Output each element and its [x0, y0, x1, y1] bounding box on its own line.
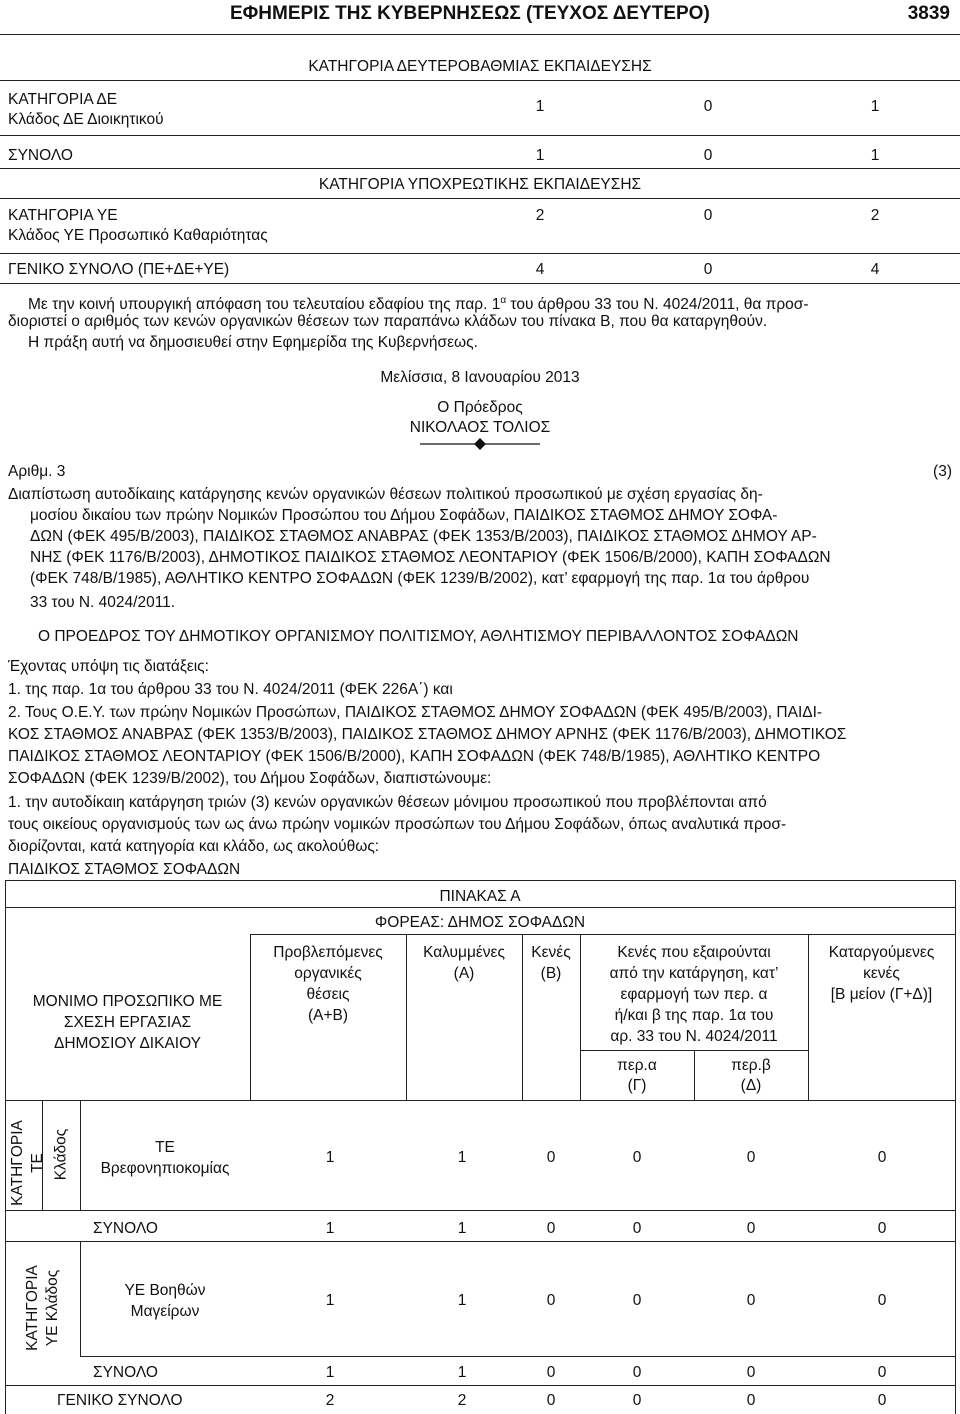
table-cell: 0 [746, 1220, 756, 1237]
cell-value: 1 [535, 147, 545, 164]
table-cell: 0 [546, 1220, 556, 1237]
header-line: εφαρμογή των περ. α [620, 986, 768, 1003]
table-cell: 0 [546, 1392, 556, 1409]
table-cell: 0 [546, 1292, 556, 1309]
table-cell: 1 [325, 1292, 335, 1309]
header-line: (Β) [540, 965, 562, 982]
finding-line: διορίζονται, κατά κατηγορία και κλάδο, ως ακολούθως: [8, 838, 380, 855]
cell-value: 1 [870, 147, 880, 164]
table-cell: 0 [877, 1364, 887, 1381]
decision-line-3: Η πράξη αυτή να δημοσιευθεί στην Εφημερίδα της Κυβερνήσεως. [28, 334, 478, 351]
finding-line: τους οικείους οργανισμούς των ως άνω πρώην νομικών προσώπων του Δήμου Σοφάδων, όπως αναλυτικά προσ- [8, 816, 787, 833]
subject-line: (ΦΕΚ 748/Β/1985), ΑΘΛΗΤΙΚΟ ΚΕΝΤΡΟ ΣΟΦΑΔΩΝ (ΦΕΚ 1239/Β/2002), κατ’ εφαρμογή της παρ. 1α του άρθρου [30, 570, 810, 587]
table-cell: 0 [746, 1392, 756, 1409]
subject-line: ΔΩΝ (ΦΕΚ 495/Β/2003), ΠΑΙΔΙΚΟΣ ΣΤΑΘΜΟΣ ΑΝΑΒΡΑΣ (ΦΕΚ 1353/Β/2003), ΠΑΙΔΙΚΟΣ ΣΤΑΘΜΟΣ ΔΗΜΟΥ ΑΡ- [30, 528, 817, 545]
header-line: (Δ) [740, 1077, 762, 1094]
place-date: Μελίσσια, 8 Ιανουαρίου 2013 [380, 369, 580, 386]
header-line: θέσεις [306, 986, 350, 1003]
subject-line: ΝΗΣ (ΦΕΚ 1176/Β/2003), ΔΗΜΟΤΙΚΟΣ ΠΑΙΔΙΚΟΣ ΣΤΑΘΜΟΣ ΛΕΟΝΤΑΡΙΟΥ (ΦΕΚ 1506/Β/2000), ΚΑΠΗ ΣΟΦΑΔΩΝ [30, 549, 831, 566]
secondary-category-heading: ΚΑΤΗΓΟΡΙΑ ΔΕΥΤΕΡΟΒΑΘΜΙΑΣ ΕΚΠΑΙΔΕΥΣΗΣ [308, 58, 652, 75]
cell-value: 0 [703, 98, 713, 115]
table-cell: 2 [325, 1392, 335, 1409]
grand-total-label: ΓΕΝΙΚΟ ΣΥΝΟΛΟ [57, 1392, 183, 1409]
cell-value: 4 [870, 261, 880, 278]
considering-heading: Έχοντας υπόψη τις διατάξεις: [8, 658, 209, 675]
issuing-authority: Ο ΠΡΟΕΔΡΟΣ ΤΟΥ ΔΗΜΟΤΙΚΟΥ ΟΡΓΑΝΙΣΜΟΥ ΠΟΛΙΤΙΣΜΟΥ, ΑΘΛΗΤΙΣΜΟΥ ΠΕΡΙΒΑΛΛΟΝΤΟΣ ΣΟΦΑΔΩΝ [38, 628, 799, 645]
filled-positions-header [406, 942, 522, 984]
table-cell: 0 [877, 1292, 887, 1309]
branch-ye-label: Κλάδος ΥΕ Προσωπικό Καθαριότητας [8, 227, 268, 244]
table-cell: 0 [632, 1364, 642, 1381]
decision-line-1 [28, 291, 809, 314]
header-line: Κενές [531, 944, 571, 961]
finding-line: 1. την αυτοδίκαιη κατάργηση τριών (3) κενών οργανικών θέσεων μόνιμου προσωπικού που προβλέπονται από [8, 794, 767, 811]
cell-value: 4 [535, 261, 545, 278]
sum-label: ΣΥΝΟΛΟ [93, 1220, 158, 1237]
vertical-label: ΚΑΤΗΓΟΡΙΑ [24, 1265, 41, 1351]
planned-positions-header [250, 942, 406, 1026]
branch-vertical: Κλάδος [52, 1128, 70, 1181]
header-rule [0, 34, 960, 35]
cell-value: 0 [703, 261, 713, 278]
header-line: κενές [863, 965, 900, 982]
decision-line-1b: του άρθρου 33 του Ν. 4024/2011, θα προσ- [506, 296, 809, 314]
vacant-positions-header [522, 942, 580, 984]
table-cell: 0 [877, 1149, 887, 1166]
grand-total-label: ΓΕΝΙΚΟ ΣΥΝΟΛΟ (ΠΕ+ΔΕ+ΥΕ) [8, 261, 230, 278]
table-cell: 0 [746, 1364, 756, 1381]
table-cell: 0 [746, 1149, 756, 1166]
name-line: ΤΕ [155, 1139, 175, 1156]
table-cell: 0 [632, 1292, 642, 1309]
table-cell: 0 [546, 1364, 556, 1381]
abolished-positions-header [808, 942, 955, 1005]
header-line: (Α) [453, 965, 475, 982]
decision-line-2: διοριστεί ο αριθμός των κενών οργανικών θέσεων των παραπάνω κλάδων του πίνακα Β, που θα καταργηθούν. [8, 313, 768, 330]
table-cell: 0 [877, 1392, 887, 1409]
branch-de-label: Κλάδος ΔΕ Διοικητικού [8, 111, 164, 128]
table-cell: 1 [325, 1364, 335, 1381]
provision-item-1: 1. της παρ. 1α του άρθρου 33 του Ν. 4024/2011 (ΦΕΚ 226Α΄) και [8, 681, 453, 698]
table-cell: 2 [457, 1392, 467, 1409]
provision-item-2: ΚΟΣ ΣΤΑΘΜΟΣ ΑΝΑΒΡΑΣ (ΦΕΚ 1353/Β/2003), ΠΑΙΔΙΚΟΣ ΣΤΑΘΜΟΣ ΔΗΜΟΥ ΑΡΝΗΣ (ΦΕΚ 1176/Β/2003), ΔΗΜΟΤΙΚΟΣ [8, 726, 847, 743]
header-line: ΔΗΜΟΣΙΟΥ ΔΙΚΑΙΟΥ [53, 1035, 201, 1052]
sub-b-header [694, 1056, 808, 1096]
decision-line-1a: Με την κοινή υπουργική απόφαση του τελευταίου εδαφίου της παρ. 1 [28, 296, 501, 314]
header-line: ή/και β της παρ. 1α του [614, 1007, 774, 1024]
excluded-positions-header [580, 942, 808, 1047]
header-line: Προβλεπόμενες [273, 944, 383, 961]
subject-line: Διαπίστωση αυτοδίκαιης κατάργησης κενών οργανικών θέσεων πολιτικού προσωπικού με σχέση εργασίας δη- [8, 486, 763, 503]
header-line: οργανικές [294, 965, 362, 982]
vertical-label: ΚΑΤΗΓΟΡΙΑ [9, 1120, 26, 1206]
document-number: Αριθμ. 3 [8, 463, 66, 480]
cell-value: 2 [535, 207, 545, 224]
name-line: Βρεφονηπιοκομίας [100, 1160, 230, 1177]
branch-ye-name [80, 1280, 250, 1322]
sub-a-header [580, 1056, 694, 1096]
table-body-name: ΦΟΡΕΑΣ: ΔΗΜΟΣ ΣΟΦΑΔΩΝ [374, 914, 586, 931]
entity-heading: ΠΑΙΔΙΚΟΣ ΣΤΑΘΜΟΣ ΣΟΦΑΔΩΝ [8, 861, 241, 878]
category-ye-vertical [23, 1253, 63, 1363]
category-ye-label: ΚΑΤΗΓΟΡΙΑ ΥΕ [8, 207, 118, 224]
staff-type-header [5, 991, 250, 1054]
branch-te-name [80, 1137, 250, 1179]
table-cell: 1 [457, 1364, 467, 1381]
header-line: περ.α [617, 1057, 657, 1074]
sum-label: ΣΥΝΟΛΟ [8, 147, 73, 164]
provision-item-2: 2. Τους Ο.Ε.Υ. των πρώην Νομικών Προσώπων, ΠΑΙΔΙΚΟΣ ΣΤΑΘΜΟΣ ΔΗΜΟΥ ΣΟΦΑΔΩΝ (ΦΕΚ 495/Β/2003), ΠΑΙΔΙ- [8, 704, 823, 721]
table-title: ΠΙΝΑΚΑΣ Α [439, 888, 521, 905]
table-cell: 0 [632, 1392, 642, 1409]
cell-value: 1 [535, 98, 545, 115]
table-cell: 0 [877, 1220, 887, 1237]
header-line: Κενές που εξαιρούνται [617, 944, 771, 961]
provision-item-2: ΠΑΙΔΙΚΟΣ ΣΤΑΘΜΟΣ ΛΕΟΝΤΑΡΙΟΥ (ΦΕΚ 1506/Β/2000), ΚΑΠΗ ΣΟΦΑΔΩΝ (ΦΕΚ 748/Β/1985), ΑΘΛΗΤΙΚΟ ΚΕΝΤΡΟ [8, 748, 821, 765]
provision-item-2: ΣΟΦΑΔΩΝ (ΦΕΚ 1239/Β/2002), του Δήμου Σοφάδων, διαπιστώνουμε: [8, 770, 492, 787]
document-ref: (3) [933, 463, 952, 480]
header-line: από την κατάργηση, κατ’ [609, 965, 779, 982]
subject-line: μοσίου δικαίου των πρώην Νομικών Προσώπου του Δήμου Σοφάδων, ΠΑΙΔΙΚΟΣ ΣΤΑΘΜΟΣ ΔΗΜΟΥ ΣΟΦΑ- [30, 507, 778, 524]
cell-value: 2 [870, 207, 880, 224]
section-divider [420, 437, 540, 451]
signatory-role: Ο Πρόεδρος [437, 399, 523, 416]
category-de-label: ΚΑΤΗΓΟΡΙΑ ΔΕ [8, 91, 118, 108]
table-cell: 1 [325, 1149, 335, 1166]
signatory-name: ΝΙΚΟΛΑΟΣ ΤΟΛΙΟΣ [409, 419, 551, 436]
header-line: (Γ) [627, 1077, 647, 1094]
gazette-title: ΕΦΗΜΕΡΙΣ ΤΗΣ ΚΥΒΕΡΝΗΣΕΩΣ (ΤΕΥΧΟΣ ΔΕΥΤΕΡΟ) [230, 3, 710, 24]
table-cell: 0 [632, 1149, 642, 1166]
name-line: Μαγείρων [130, 1303, 200, 1320]
vertical-label: ΤΕ [29, 1153, 46, 1173]
cell-value: 1 [870, 98, 880, 115]
table-cell: 0 [546, 1149, 556, 1166]
header-line: ΜΟΝΙΜΟ ΠΡΟΣΩΠΙΚΟ ΜΕ [32, 993, 223, 1010]
table-cell: 0 [632, 1220, 642, 1237]
header-line: Καταργούμενες [828, 944, 935, 961]
header-line: [Β μείον (Γ+Δ)] [830, 986, 933, 1003]
table-cell: 1 [457, 1292, 467, 1309]
superscript: α [500, 295, 507, 306]
subject-line: 33 του Ν. 4024/2011. [30, 594, 176, 611]
table-cell: 0 [746, 1292, 756, 1309]
header-line: Καλυμμένες [423, 944, 505, 961]
name-line: ΥΕ Βοηθών [124, 1282, 206, 1299]
cell-value: 0 [703, 147, 713, 164]
compulsory-category-heading: ΚΑΤΗΓΟΡΙΑ ΥΠΟΧΡΕΩΤΙΚΗΣ ΕΚΠΑΙΔΕΥΣΗΣ [318, 176, 642, 193]
header-line: (Α+Β) [307, 1007, 349, 1024]
table-cell: 1 [457, 1149, 467, 1166]
sum-label: ΣΥΝΟΛΟ [93, 1364, 158, 1381]
page-number: 3839 [907, 3, 950, 24]
table-cell: 1 [325, 1220, 335, 1237]
header-line: ΣΧΕΣΗ ΕΡΓΑΣΙΑΣ [63, 1014, 192, 1031]
header-line: αρ. 33 του Ν. 4024/2011 [610, 1028, 778, 1045]
header-line: περ.β [731, 1057, 771, 1074]
vertical-label: ΥΕ Κλάδος [44, 1269, 61, 1347]
category-te-vertical [8, 1108, 48, 1218]
cell-value: 0 [703, 207, 713, 224]
table-cell: 1 [457, 1220, 467, 1237]
